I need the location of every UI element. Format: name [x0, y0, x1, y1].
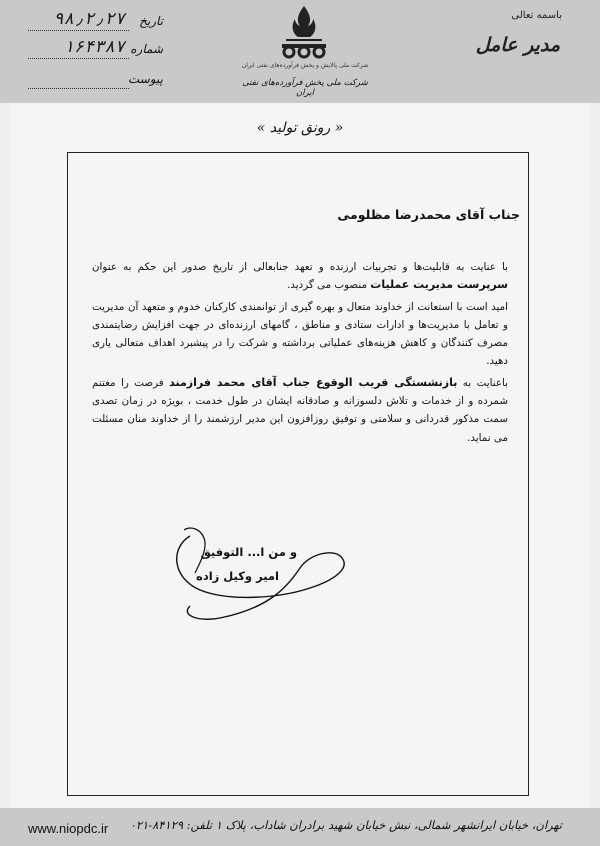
paragraph-1-text-b: منصوب می گردید.: [287, 279, 367, 292]
paragraph-1: [92, 258, 508, 295]
flame-logo-icon: [276, 4, 332, 60]
paragraph-3-retirement: بازنشستگی قریب الوقوع جناب آقای محمد فرازمند: [169, 375, 458, 389]
company-name: شرکت ملی پخش فرآورده‌های نفتی ایران: [242, 78, 368, 98]
date-label: تاریخ: [139, 14, 163, 28]
letter-frame: [67, 152, 529, 796]
attachment-row: [28, 70, 163, 90]
signer-name: امیر وکیل زاده: [196, 569, 279, 583]
bismillah: باسمه تعالی: [511, 10, 562, 21]
attachment-line: [28, 88, 129, 89]
paragraph-1-position: سرپرست مدیریت عملیات: [370, 278, 508, 292]
ceo-title: مدیر عامل: [475, 34, 560, 56]
paragraph-1-text-a: با عنایت به قابلیت‌ها و تجربیات ارزنده و تعهد جنابعالی از تاریخ صدور این حکم به عنوان: [92, 261, 508, 273]
date-value: ۹۸٫۲٫۲۷: [53, 9, 125, 29]
footer-address: تهران، خیابان ایرانشهر شمالی، نبش خیابان شهید برادران شاداب، پلاک ۱ تلفن: ۸۴۱۲۹-۰۲۱: [129, 818, 562, 832]
recipient: جناب آقای محمدرضا مظلومی: [337, 207, 520, 222]
date-line: [28, 30, 129, 31]
footer-website[interactable]: www.niopdc.ir: [28, 821, 109, 836]
date-row: [28, 9, 163, 32]
closing: و من ا... التوفیق: [200, 545, 297, 559]
paragraph-2: امید است با استعانت از خداوند متعال و بهره گیری از توانمندی کارکنان خدوم و متعهد آن مدیریت و تعامل با مدیریت‌ها و ادارات ستادی و مناطق ، گامهای ارزنده‌ای در جهت افزایش رضایتمندی مصرف کنندگان و کاهش هزینه‌های عملیاتی برداشته و شرکت را در پیشبرد اهداف متعالی یاری دهید.: [92, 300, 508, 368]
number-line: [28, 58, 129, 59]
number-value: ۱۶۴۳۸۷: [63, 37, 125, 57]
paragraph-3-text-b: فرصت را مغتنم شمرده و از خدمات و تلاش دلسوزانه و صادقانه ایشان در طول خدمت ، بویژه در زمان تصدی سمت مذکور قدردانی و سلامتی و توفیق روزافزون این مدیر ارزشمند را از خداوند منان مسئلت می نماید.: [92, 376, 508, 444]
attachment-label: پیوست: [128, 72, 163, 86]
company-subtitle: شرکت ملی پالایش و پخش فرآورده‌های نفتی ایران: [241, 62, 369, 69]
number-row: [28, 37, 163, 60]
paragraph-3-text-a: باعنایت به: [457, 376, 508, 389]
number-label: شماره: [130, 42, 163, 56]
letter-body: [92, 258, 508, 450]
slogan: « رونق تولید »: [256, 120, 344, 136]
paragraph-3: [92, 374, 508, 447]
